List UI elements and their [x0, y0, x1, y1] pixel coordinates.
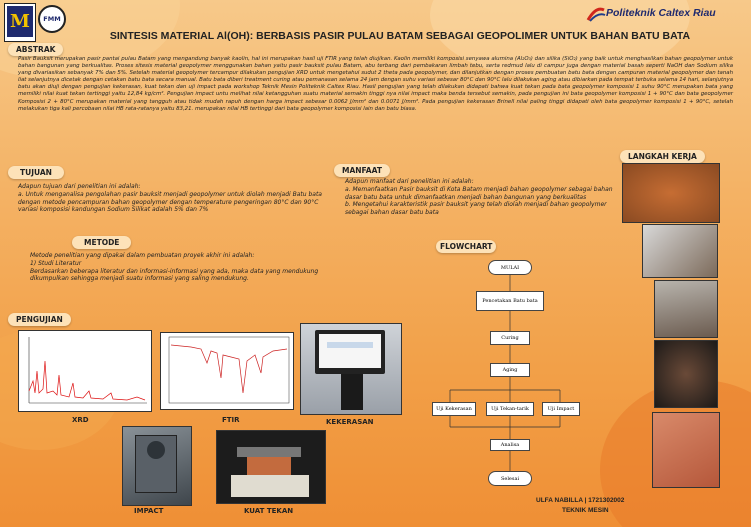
- flow-step-analisa: Analisa: [490, 439, 530, 451]
- author-name: ULFA NABILLA | 1721302002: [536, 497, 625, 504]
- langkah-photo-5: [652, 412, 720, 488]
- author-dept: TEKNIK MESIN: [562, 507, 609, 514]
- langkah-photo-1: [622, 163, 720, 223]
- flow-end: Selesai: [488, 471, 532, 486]
- kekerasan-caption: KEKERASAN: [326, 418, 374, 426]
- ftir-graph: [160, 332, 294, 410]
- poster-title: SINTESIS MATERIAL Al(OH): BERBASIS PASIR PULAU BATAM SEBAGAI GEOPOLIMER UNTUK BAHAN BATU BATA: [109, 30, 691, 42]
- flow-test-tekan-tarik: Uji Tekan-tarik: [486, 402, 534, 416]
- langkah-photo-4: [654, 340, 718, 408]
- tujuan-label: TUJUAN: [8, 166, 64, 179]
- manfaat-label: MANFAAT: [334, 164, 390, 177]
- brand-logo: [586, 4, 746, 24]
- impact-caption: IMPACT: [134, 507, 164, 515]
- fmm-logo: FMM: [38, 5, 66, 33]
- flow-test-impact: Uji Impact: [542, 402, 580, 416]
- flow-step-curing: Curing: [490, 331, 530, 345]
- tujuan-text: Adapun tujuan dari penelitian ini adalah: a. Untuk menganalisa pengolahan pasir bauksit menjadi geopolymer untuk diolah menjadi Batu bata dengan metode pencampuran bahan geopolymer dengan temperature pengeringan 80°C dan 90°C variasi komposisi kandungan Sodium Silikat adalah 5% dan 7%: [18, 183, 322, 214]
- abstrak-label: ABSTRAK: [8, 43, 63, 56]
- kekerasan-photo: [300, 323, 402, 415]
- langkah-photo-3: [654, 280, 718, 338]
- xrd-graph: [18, 330, 152, 412]
- xrd-caption: XRD: [72, 416, 89, 424]
- brand-swoosh-icon: [586, 6, 606, 22]
- ftir-caption: FTIR: [222, 416, 240, 424]
- flow-step-aging: Aging: [490, 363, 530, 377]
- flowchart-label: FLOWCHART: [436, 240, 496, 253]
- metode-label: METODE: [72, 236, 131, 249]
- brand-name: Politeknik Caltex Riau: [606, 7, 716, 19]
- metode-text: Metode penelitian yang dipakai dalam pembuatan proyek akhir ini adalah: 1) Studi Literatur Berdasarkan beberapa literatur dan informasi-informasi yang ada, maka data yang mendukung dikumpulkan sehingga menjadi suatu informasi yang saling mendukung.: [30, 252, 319, 283]
- flow-step-pencetakan: Pencetakan Batu bata: [476, 291, 544, 311]
- manfaat-text: Adapun manfaat dari penelitian ini adalah: a. Memanfaatkan Pasir bauksit di Kota Batam menjadi bahan geopolymer sebagai bahan dasar batu bata untuk dimanfaatkan menjadi bahan bangunan yang berkualitas b. Mengetahui karakteristik pasir bauksit yang telah diolah menjadi bahan geopolymer sebagai bahan dasar batu bata: [345, 178, 613, 217]
- flow-test-kekerasan: Uji Kekerasan: [432, 402, 476, 416]
- institution-logo: M: [4, 3, 36, 42]
- kuat-tekan-photo: [216, 430, 326, 504]
- impact-photo: [122, 426, 192, 506]
- langkah-photo-2: [642, 224, 718, 278]
- kuat-tekan-caption: KUAT TEKAN: [244, 507, 294, 515]
- pengujian-label: PENGUJIAN: [8, 313, 71, 326]
- langkah-kerja-label: LANGKAH KERJA: [620, 150, 705, 163]
- abstrak-text: Pasir Bauksit merupakan pasir pantai pulau Batam yang mengandung banyak kaolin, hal ini merupakan hasil uji FTIR yang telah diujikan. Kaolin memiliki komposisi senyawa alumina (Al₂O₃) dan silika (SiO₂) yang baik untuk menghasilkan bahan geopolymer untuk bahan bangunan yang berkualitas. Proses sitesis material geopolymer menggunakan bahan yaitu pasir bauksit pulau Batam, abu terbang dari pembakaran limbah tebu, serta redmud lalu di campur juga dengan material basah seperti NaOH dan Sodium silika yang divariasikan sebanyak 7% dan 5%. Setelah material geopolymer tercampur dilakukan pengujian XRD untuk mengetahui sudut 2 theta pada geopolymer, dan dilanjutkan dengan proses pembuatan batu bata dengan campuran material geopolymer dan tanah liat selanjutnya dicetak dengan cetakan batu bata secara manual. Batu bata diberi treatment curing atau pemanasan selama 24 jam dengan suhu variasi sebesar 80°C dan 90°C lalu dilakukan aging atau dibiarkan pada tempat terbuka selama 14 hari, selanjutnya batu akan diuji dengan pengujian kekerasan, kuat tekan dan uji impact pada workshop Teknik Mesin Politeknik Caltex Riau. Hasil pengujian yang telah dilakukan didapati bahwa kuat tekan pada bata geopolymer komposisi 1 suhu 90°C merupakan bata yang memiliki nilai kuat tekan tertinggi yaitu 12,84 kg/cm². Pengujian impact untu melihat nilai ketangguhan suatu material semakin tinggi nya nilai impact maka benda tersebut semakin, pada pengujian ini bata geopolymer komposisi 1 + 90°C dan bata geopolymer Komposisi 2 + 80°C merupakan material yang tangguh atau tidak mudah rapuh dengan harga impact sebesar 0.0062 J/mm² dan 0.0071 J/mm². Pada pengujian kekerasan Brinell nilai paling tinggi didapati oleh bata geopolymer komposisi 1 + 90°C, setelah melakukan tiga kali percobaan nilai HB rata-ratanya yaitu 83,21. merupakan nilai HB tertinggi dari bata geopolymer komposisi lain dan batu biasa.: [18, 56, 733, 112]
- flow-start: MULAI: [488, 260, 532, 275]
